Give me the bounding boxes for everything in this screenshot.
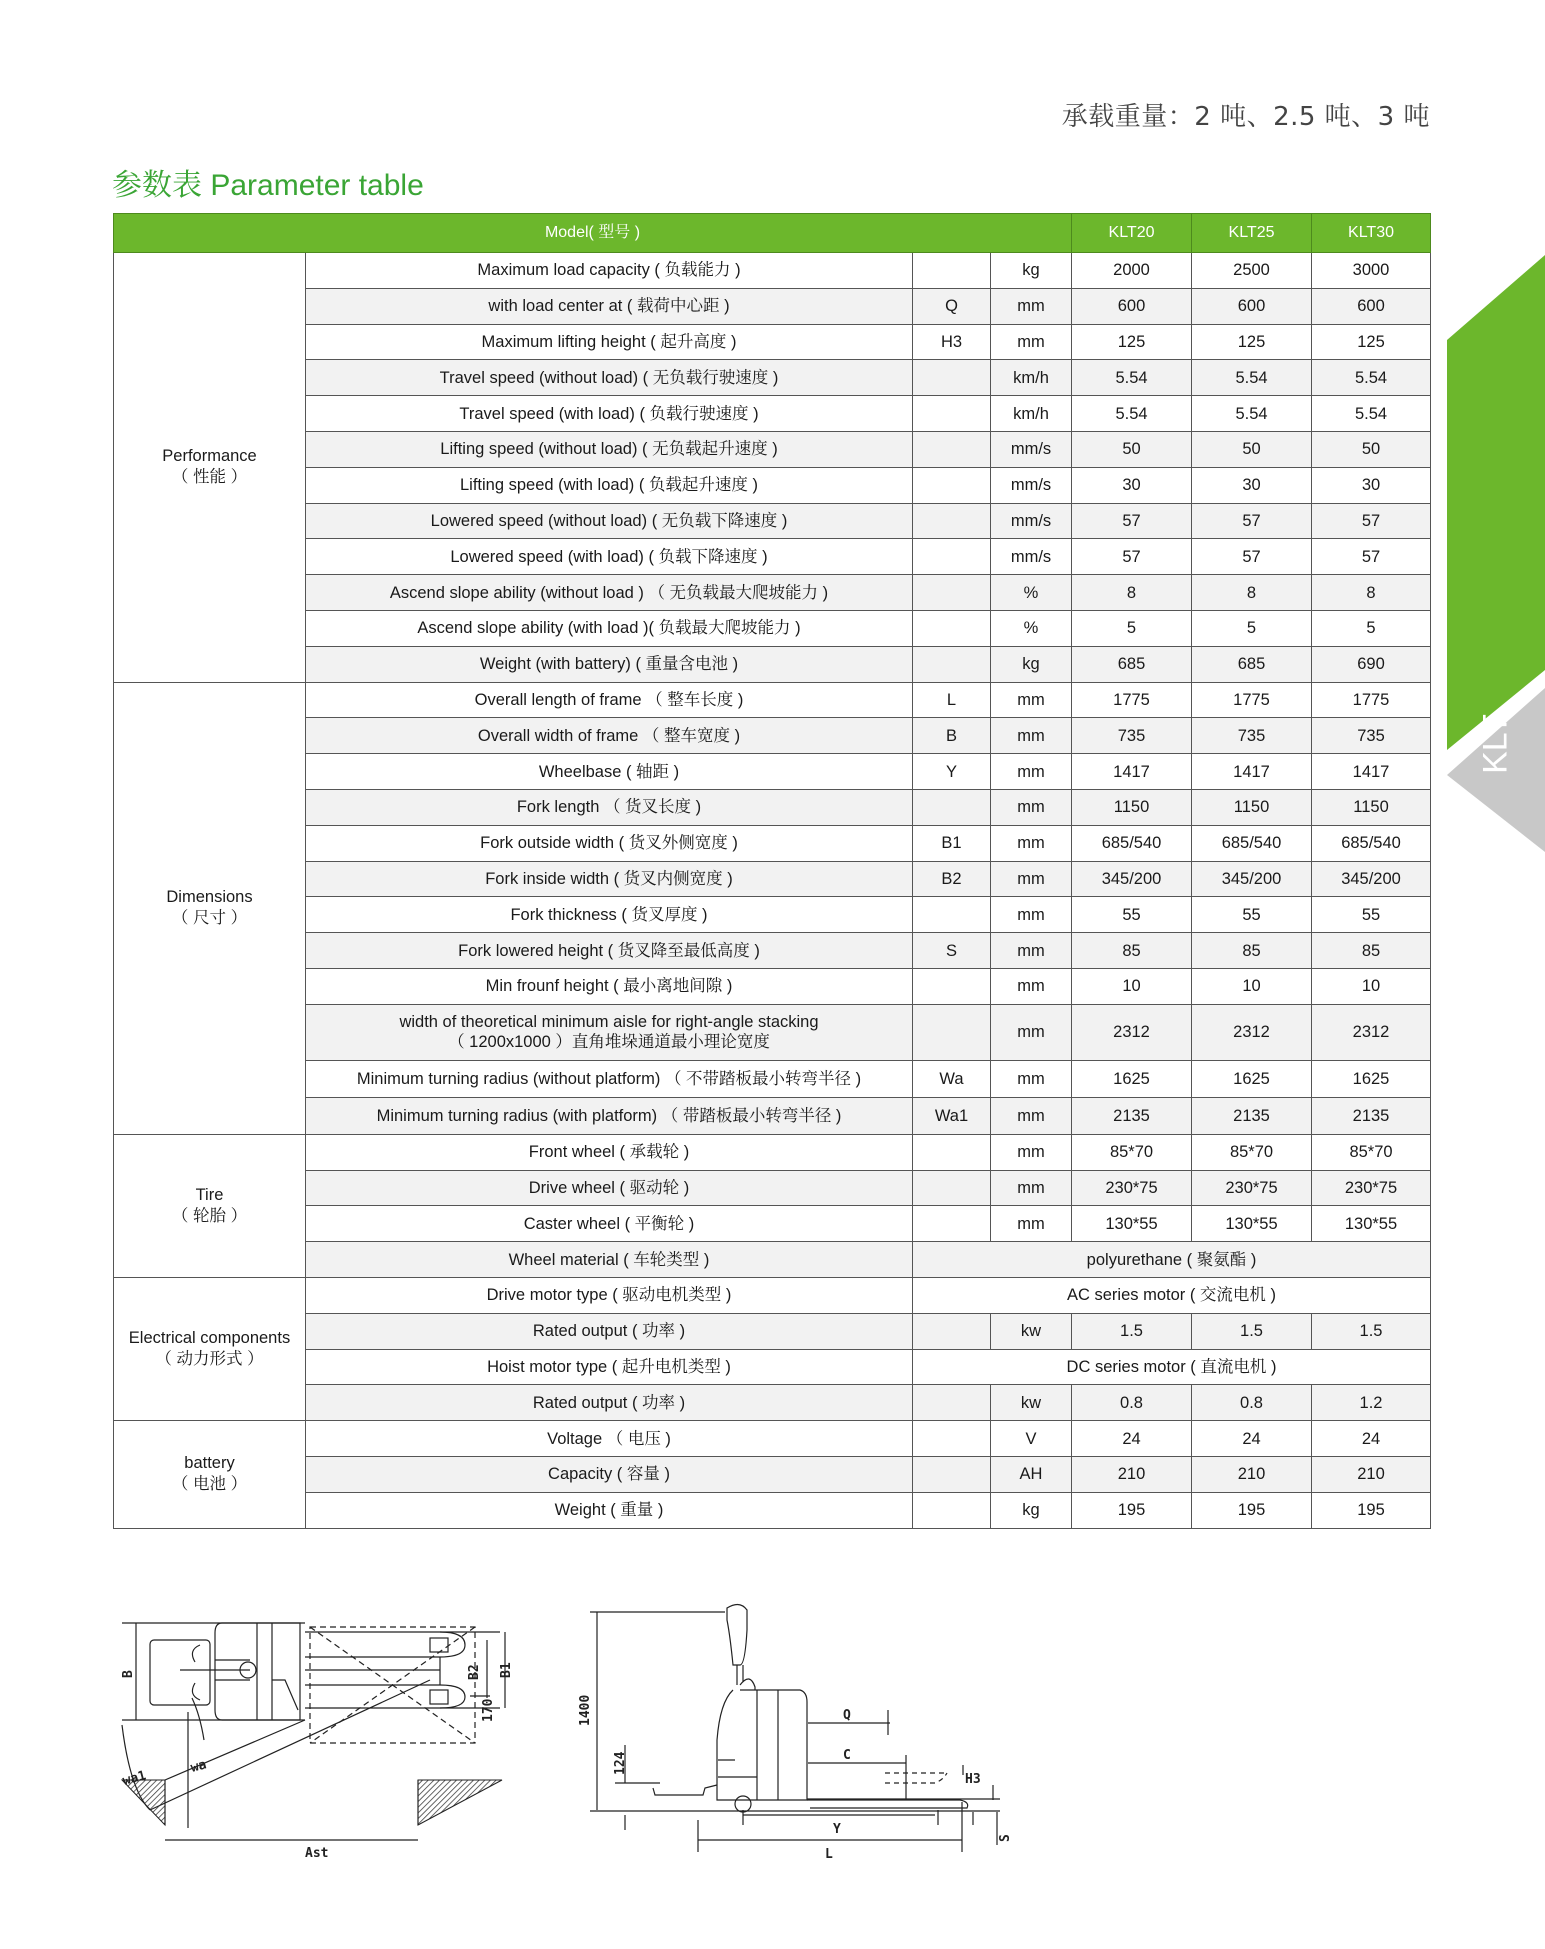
value-cell-klt20: 1625 [1072,1060,1192,1097]
value-cell-klt30: 57 [1312,503,1431,539]
symbol-cell: Wa1 [913,1097,991,1134]
unit-cell: mm/s [991,539,1072,575]
symbol-cell [913,646,991,682]
symbol-cell [913,610,991,646]
symbol-cell [913,1170,991,1206]
parameter-cell [306,1004,913,1060]
value-cell-klt25: 685/540 [1192,825,1312,861]
unit-cell: km/h [991,360,1072,396]
parameter-cell: Wheel material ( 车轮类型 ) [306,1242,913,1278]
unit-cell: mm [991,288,1072,324]
symbol-cell [913,396,991,432]
parameter-cell: Drive motor type ( 驱动电机类型 ) [306,1277,913,1313]
table-row [114,431,1431,467]
unit-cell: mm [991,718,1072,754]
category-cell [114,1134,306,1277]
symbol-cell: Y [913,754,991,790]
symbol-cell [913,1385,991,1421]
value-cell-klt25: 24 [1192,1421,1312,1457]
value-cell-klt30: 685/540 [1312,825,1431,861]
category-label: Electrical components [128,1329,291,1348]
table-row [114,360,1431,396]
table-row [114,933,1431,969]
value-cell-klt30: 2312 [1312,1004,1431,1060]
value-cell-klt20: 85 [1072,933,1192,969]
side-view-label-h3: H3 [965,1772,981,1787]
unit-cell: mm/s [991,467,1072,503]
value-cell-klt20: 195 [1072,1492,1192,1528]
unit-cell: mm [991,933,1072,969]
symbol-cell [913,1004,991,1060]
value-cell-klt30: 24 [1312,1421,1431,1457]
value-cell-klt25: 57 [1192,539,1312,575]
category-label: Tire [195,1185,224,1204]
value-cell-klt25: 2312 [1192,1004,1312,1060]
value-cell-klt20: 57 [1072,503,1192,539]
value-cell-klt20: 57 [1072,539,1192,575]
table-row [114,1313,1431,1349]
parameter-cell: Fork outside width ( 货叉外侧宽度 ) [306,825,913,861]
value-cell-klt30: 735 [1312,718,1431,754]
category-label: Performance [162,447,257,466]
value-cell-klt25: 55 [1192,897,1312,933]
value-cell-klt20: 24 [1072,1421,1192,1457]
table-header-row [114,214,1431,253]
unit-cell: % [991,610,1072,646]
value-cell-klt30: 5.54 [1312,396,1431,432]
value-cell-klt20: 130*55 [1072,1206,1192,1242]
table-row [114,1206,1431,1242]
category-cell [114,682,306,1134]
value-cell-klt25: 130*55 [1192,1206,1312,1242]
table-row [114,682,1431,718]
value-cell-klt25: 345/200 [1192,861,1312,897]
symbol-cell [913,467,991,503]
parameter-cell: with load center at ( 载荷中心距 ) [306,288,913,324]
side-view-label-y: Y [833,1822,841,1837]
symbol-cell [913,1206,991,1242]
unit-cell: mm [991,754,1072,790]
symbol-cell [913,575,991,611]
value-cell-klt30: 600 [1312,288,1431,324]
unit-cell: kg [991,1492,1072,1528]
value-cell-klt30: 1150 [1312,789,1431,825]
table-row [114,1421,1431,1457]
parameter-cell: Ascend slope ability (with load )( 负载最大爬坡能力 ) [306,610,913,646]
side-tab-label: KLT [1476,714,1515,774]
unit-cell: kg [991,253,1072,289]
value-cell-klt30: 3000 [1312,253,1431,289]
unit-cell: mm [991,897,1072,933]
unit-cell: kg [991,646,1072,682]
value-cell-klt25: 85*70 [1192,1134,1312,1170]
symbol-cell [913,360,991,396]
category-label-cn: （ 轮胎 ） [171,1206,248,1225]
value-cell-klt20: 345/200 [1072,861,1192,897]
parameter-cell: Weight ( 重量 ) [306,1492,913,1528]
top-view-label-b1: B1 [499,1662,514,1678]
model-header-klt20: KLT20 [1072,214,1192,253]
parameter-cell: Minimum turning radius (without platform) （ 不带踏板最小转弯半径 ) [306,1060,913,1097]
side-view-label-l: L [825,1847,833,1862]
top-view-label-b2: B2 [467,1664,482,1680]
side-view-label-1400: 1400 [578,1694,593,1726]
value-cell-klt30: 345/200 [1312,861,1431,897]
table-row [114,396,1431,432]
side-view-label-q: Q [843,1708,851,1723]
value-cell-klt30: 195 [1312,1492,1431,1528]
value-cell-klt20: 30 [1072,467,1192,503]
value-cell-klt25: 600 [1192,288,1312,324]
table-row [114,1060,1431,1097]
category-cell [114,1421,306,1528]
unit-cell: mm [991,1060,1072,1097]
value-cell-klt30: 1.5 [1312,1313,1431,1349]
category-label-cn: （ 性能 ） [171,468,248,487]
value-cell-klt30: 1.2 [1312,1385,1431,1421]
parameter-cell: Fork lowered height ( 货叉降至最低高度 ) [306,933,913,969]
value-cell-klt25: 57 [1192,503,1312,539]
value-cell-klt20: 600 [1072,288,1192,324]
unit-cell: mm [991,1097,1072,1134]
value-cell-klt30: 85 [1312,933,1431,969]
parameter-cell: Wheelbase ( 轴距 ) [306,754,913,790]
parameter-cell: Capacity ( 容量 ) [306,1456,913,1492]
value-cell-klt30: 85*70 [1312,1134,1431,1170]
table-row [114,1385,1431,1421]
table-row [114,1456,1431,1492]
value-cell-klt20: 1417 [1072,754,1192,790]
value-cell-klt25: 2135 [1192,1097,1312,1134]
unit-cell: mm [991,789,1072,825]
parameter-table [113,213,1431,1529]
symbol-cell: H3 [913,324,991,360]
unit-cell: mm [991,1170,1072,1206]
value-cell-klt20: 10 [1072,968,1192,1004]
table-row [114,825,1431,861]
parameter-cell: Ascend slope ability (without load ) （ 无负载最大爬坡能力 ) [306,575,913,611]
parameter-cell: Fork length （ 货叉长度 ) [306,789,913,825]
symbol-cell [913,1313,991,1349]
parameter-cell: Fork inside width ( 货叉内侧宽度 ) [306,861,913,897]
table-row [114,754,1431,790]
unit-cell: % [991,575,1072,611]
parameter-cell: Hoist motor type ( 起升电机类型 ) [306,1349,913,1385]
parameter-cell: Travel speed (with load) ( 负载行驶速度 ) [306,396,913,432]
value-cell-klt30: 1417 [1312,754,1431,790]
parameter-cell: Drive wheel ( 驱动轮 ) [306,1170,913,1206]
parameter-cell: Caster wheel ( 平衡轮 ) [306,1206,913,1242]
side-tab-shape [1445,250,1545,890]
value-cell-klt25: 8 [1192,575,1312,611]
value-cell-klt20: 2312 [1072,1004,1192,1060]
unit-cell: mm/s [991,503,1072,539]
table-row [114,324,1431,360]
top-view-label-wa: wa [189,1757,209,1776]
value-cell-klt20: 1150 [1072,789,1192,825]
value-cell-klt30: 5 [1312,610,1431,646]
value-cell-klt30: 130*55 [1312,1206,1431,1242]
value-cell-klt20: 8 [1072,575,1192,611]
value-cell-klt25: 210 [1192,1456,1312,1492]
value-cell-klt25: 50 [1192,431,1312,467]
value-cell-klt25: 2500 [1192,253,1312,289]
parameter-cell: Lifting speed (with load) ( 负载起升速度 ) [306,467,913,503]
category-label: Dimensions [166,888,253,907]
symbol-cell [913,431,991,467]
parameter-cell: Rated output ( 功率 ) [306,1313,913,1349]
unit-cell: kw [991,1313,1072,1349]
top-view-label-wa1: wa1 [121,1768,148,1789]
parameter-cell: Maximum load capacity ( 负载能力 ) [306,253,913,289]
table-row [114,646,1431,682]
symbol-cell: L [913,682,991,718]
symbol-cell [913,1456,991,1492]
parameter-line-2: （ 1200x1000 ）直角堆垛通道最小理论宽度 [448,1033,770,1052]
value-cell-klt20: 85*70 [1072,1134,1192,1170]
value-cell-klt20: 55 [1072,897,1192,933]
value-cell-klt20: 685 [1072,646,1192,682]
category-label-cn: （ 动力形式 ） [155,1350,264,1369]
value-cell-klt25: 1775 [1192,682,1312,718]
unit-cell: mm [991,1004,1072,1060]
parameter-cell: Rated output ( 功率 ) [306,1385,913,1421]
section-title: 参数表 Parameter table [112,169,424,202]
unit-cell: mm [991,682,1072,718]
unit-cell: V [991,1421,1072,1457]
value-cell-klt30: 10 [1312,968,1431,1004]
unit-cell: mm [991,1206,1072,1242]
value-cell-klt25: 1150 [1192,789,1312,825]
value-cell-klt20: 2000 [1072,253,1192,289]
table-row [114,1134,1431,1170]
value-cell-klt20: 125 [1072,324,1192,360]
symbol-cell [913,253,991,289]
category-label-cn: （ 电池 ） [171,1475,248,1494]
unit-cell: mm [991,968,1072,1004]
value-cell-klt25: 1417 [1192,754,1312,790]
value-cell-klt25: 10 [1192,968,1312,1004]
value-cell-klt20: 210 [1072,1456,1192,1492]
table-row [114,1492,1431,1528]
value-cell-klt30: 1775 [1312,682,1431,718]
value-cell-klt25: 125 [1192,324,1312,360]
table-row [114,253,1431,289]
unit-cell: mm/s [991,431,1072,467]
side-view-diagram [575,1590,1025,1880]
value-cell-klt20: 0.8 [1072,1385,1192,1421]
value-cell-klt20: 1.5 [1072,1313,1192,1349]
value-cell-klt20: 5.54 [1072,360,1192,396]
table-row [114,897,1431,933]
parameter-cell: Front wheel ( 承载轮 ) [306,1134,913,1170]
category-cell [114,1277,306,1420]
merged-value-cell: AC series motor ( 交流电机 ) [913,1277,1431,1313]
parameter-cell: Lowered speed (with load) ( 负载下降速度 ) [306,539,913,575]
table-row [114,1242,1431,1278]
table-row [114,789,1431,825]
table-row [114,1004,1431,1060]
parameter-cell: Min frounf height ( 最小离地间隙 ) [306,968,913,1004]
table-row [114,288,1431,324]
symbol-cell [913,968,991,1004]
value-cell-klt20: 1775 [1072,682,1192,718]
parameter-cell: Voltage （ 电压 ) [306,1421,913,1457]
symbol-cell [913,1134,991,1170]
value-cell-klt20: 230*75 [1072,1170,1192,1206]
table-body [114,253,1431,1529]
parameter-line-1: width of theoretical minimum aisle for right-angle stacking [399,1013,819,1032]
table-row [114,861,1431,897]
value-cell-klt25: 30 [1192,467,1312,503]
value-cell-klt30: 2135 [1312,1097,1431,1134]
unit-cell: mm [991,825,1072,861]
value-cell-klt30: 57 [1312,539,1431,575]
top-view-label-ast: Ast [305,1846,329,1860]
model-header-klt25: KLT25 [1192,214,1312,253]
value-cell-klt30: 230*75 [1312,1170,1431,1206]
value-cell-klt20: 5.54 [1072,396,1192,432]
value-cell-klt25: 195 [1192,1492,1312,1528]
value-cell-klt25: 0.8 [1192,1385,1312,1421]
value-cell-klt30: 55 [1312,897,1431,933]
table-row [114,610,1431,646]
value-cell-klt20: 685/540 [1072,825,1192,861]
table-row [114,1170,1431,1206]
parameter-cell: Fork thickness ( 货叉厚度 ) [306,897,913,933]
parameter-cell: Minimum turning radius (with platform) （ 带踏板最小转弯半径 ) [306,1097,913,1134]
table-row [114,1097,1431,1134]
top-view-label-170: 170 [481,1698,496,1722]
symbol-cell [913,1421,991,1457]
model-header: Model( 型号 ) [114,214,1072,253]
value-cell-klt25: 685 [1192,646,1312,682]
unit-cell: mm [991,861,1072,897]
side-tab [1445,250,1545,890]
model-header-klt30: KLT30 [1312,214,1431,253]
symbol-cell [913,789,991,825]
value-cell-klt25: 5 [1192,610,1312,646]
parameter-cell: Maximum lifting height ( 起升高度 ) [306,324,913,360]
side-view-label-c: C [843,1748,851,1763]
value-cell-klt30: 125 [1312,324,1431,360]
table-row [114,718,1431,754]
value-cell-klt30: 690 [1312,646,1431,682]
unit-cell: kw [991,1385,1072,1421]
symbol-cell: B2 [913,861,991,897]
capacity-line: 承载重量：2 吨、2.5 吨、3 吨 [1061,102,1430,132]
merged-value-cell: polyurethane ( 聚氨酯 ) [913,1242,1431,1278]
table-row [114,575,1431,611]
value-cell-klt20: 735 [1072,718,1192,754]
value-cell-klt20: 5 [1072,610,1192,646]
symbol-cell [913,539,991,575]
value-cell-klt25: 5.54 [1192,396,1312,432]
value-cell-klt30: 50 [1312,431,1431,467]
top-view-diagram [110,1600,540,1860]
merged-value-cell: DC series motor ( 直流电机 ) [913,1349,1431,1385]
symbol-cell [913,1492,991,1528]
parameter-cell: Lifting speed (without load) ( 无负载起升速度 ) [306,431,913,467]
parameter-cell: Overall width of frame （ 整车宽度 ) [306,718,913,754]
value-cell-klt25: 5.54 [1192,360,1312,396]
parameter-cell: Weight (with battery) ( 重量含电池 ) [306,646,913,682]
unit-cell: AH [991,1456,1072,1492]
parameter-cell: Overall length of frame （ 整车长度 ) [306,682,913,718]
value-cell-klt30: 210 [1312,1456,1431,1492]
table-row [114,1277,1431,1313]
side-view-label-124: 124 [613,1751,628,1775]
side-tab-green [1447,255,1545,750]
unit-cell: mm [991,1134,1072,1170]
value-cell-klt25: 1.5 [1192,1313,1312,1349]
value-cell-klt20: 2135 [1072,1097,1192,1134]
value-cell-klt25: 85 [1192,933,1312,969]
value-cell-klt30: 30 [1312,467,1431,503]
value-cell-klt30: 1625 [1312,1060,1431,1097]
table-row [114,1349,1431,1385]
symbol-cell [913,503,991,539]
value-cell-klt30: 8 [1312,575,1431,611]
table-row [114,539,1431,575]
symbol-cell: Wa [913,1060,991,1097]
symbol-cell: B1 [913,825,991,861]
unit-cell: mm [991,324,1072,360]
parameter-cell: Travel speed (without load) ( 无负载行驶速度 ) [306,360,913,396]
table-row [114,503,1431,539]
value-cell-klt25: 735 [1192,718,1312,754]
side-view-label-s: S [998,1834,1013,1842]
category-cell [114,253,306,683]
symbol-cell: B [913,718,991,754]
symbol-cell: Q [913,288,991,324]
category-label-cn: （ 尺寸 ） [171,909,248,928]
symbol-cell [913,897,991,933]
table-row [114,467,1431,503]
table-row [114,968,1431,1004]
top-view-label-b: B [121,1670,136,1678]
parameter-cell: Lowered speed (without load) ( 无负载下降速度 ) [306,503,913,539]
value-cell-klt25: 1625 [1192,1060,1312,1097]
value-cell-klt30: 5.54 [1312,360,1431,396]
category-label: battery [184,1454,235,1473]
unit-cell: km/h [991,396,1072,432]
value-cell-klt20: 50 [1072,431,1192,467]
value-cell-klt25: 230*75 [1192,1170,1312,1206]
symbol-cell: S [913,933,991,969]
